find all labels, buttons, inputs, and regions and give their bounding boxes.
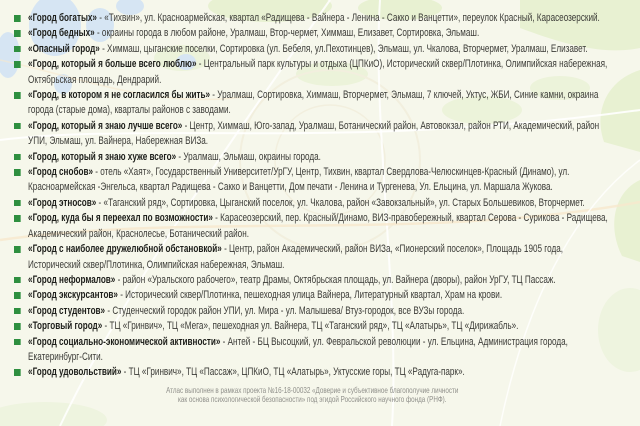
list-item: [14, 150, 610, 165]
item-title: «Город богатых»: [28, 12, 97, 24]
bullet-square-icon: [14, 308, 21, 315]
bullet-square-icon: [14, 15, 21, 22]
item-description: - Уралмаш, Сортировка, Химмаш, Вторчермет, Эльмаш, 7 ключей, Уктус, ЖБИ, Синие камни, окраина города (старые дома), кварталы районов с заводами.: [28, 89, 599, 117]
bullet-square-icon: [14, 292, 21, 299]
page-content: [14, 11, 640, 405]
item-title: «Город бедных»: [28, 27, 95, 40]
bullet-square-icon: [14, 169, 21, 176]
city-list: [14, 11, 640, 381]
bullet-square-icon: [14, 92, 21, 99]
list-item: [14, 119, 610, 150]
list-item: [14, 42, 610, 57]
bullet-square-icon: [14, 46, 21, 53]
item-description: - ТЦ «Гринвич», ТЦ «Мега», пешеходная ул. Вайнера, ТЦ «Таганский ряд», ТЦ «Алатырь», ТЦ «Дирижабль».: [104, 320, 519, 333]
bullet-square-icon: [14, 154, 21, 161]
item-description: - Исторический сквер/Плотинка, пешеходная улица Вайнера, Литературный квартал, Храм на крови.: [120, 289, 503, 302]
bullet-square-icon: [14, 323, 21, 330]
item-title: «Город снобов»: [28, 166, 93, 179]
item-description: - «Тихвин», ул. Красноармейская, квартал «Радищева - Вайнера - Ленина - Сакко и Ванцетти», переулок Красный, Карасеозерский.: [99, 12, 600, 24]
list-item: [14, 196, 610, 211]
item-description: - «Таганский ряд», Сортировка, Цыганский поселок, ул. Чкалова, район «Завокзальный», ул. Старых Большевиков, Вторчермет.: [98, 196, 585, 209]
item-title: «Город с наиболее дружелюбной обстановкой»: [28, 243, 222, 256]
list-item: [14, 11, 610, 26]
list-item: [14, 273, 610, 288]
item-description: - Антей - БЦ Высоцкий, ул. Февральской революции - ул. Ельцина, Администрация города, Екатеринбург-Сити.: [28, 335, 568, 363]
list-item: [14, 365, 610, 380]
item-title: «Город удовольствий»: [28, 366, 122, 379]
item-title: «Город экскурсантов»: [28, 289, 118, 302]
item-title: «Торговый город»: [28, 320, 103, 333]
item-description: - окраины города в любом районе, Уралмаш, Втор-чермет, Химмаш, Елизавет, Сортировка, Эльмаш.: [96, 27, 480, 40]
item-description: - Химмаш, цыганские поселки, Сортировка (ул. Бебеля, ул.Пехотинцев), Эльмаш, ул. Чкалова, Вторчермет, Уралмаш, Елизавет.: [102, 42, 588, 55]
item-description: - Центр, Химмаш, Юго-запад, Уралмаш, Ботанический район, Автовокзал, район РТИ, Академический, район УПИ, Эльмаш, ул. Вайнера, Набережная ВИЗа.: [28, 119, 600, 148]
bullet-square-icon: [14, 123, 21, 130]
list-item: [14, 288, 610, 303]
bullet-square-icon: [14, 61, 21, 68]
bullet-square-icon: [14, 30, 21, 37]
list-item: [14, 88, 610, 119]
list-item: [14, 211, 610, 242]
item-title: «Опасный город»: [28, 42, 100, 55]
footer-credit-line: Атлас выполнен в рамках проекта №16-18-00032 «Доверие и субъективное благополучие личности: [166, 384, 459, 395]
bullet-square-icon: [14, 246, 21, 253]
item-title: «Город, который я знаю лучше всего»: [28, 119, 183, 132]
item-title: «Город студентов»: [28, 304, 106, 317]
bullet-square-icon: [14, 200, 21, 207]
item-description: - Студенческий городок район УПИ, ул. Мира - ул. Малышева/ Втуз-городок, все ВУЗы города.: [107, 304, 465, 317]
item-description: - Уралмаш, Эльмаш, окраины города.: [178, 150, 321, 163]
item-title: «Город, в котором я не согласился бы жить»: [28, 89, 211, 102]
item-description: - Карасеозерский, пер. Красный/Динамо, ВИЗ-правобережный, квартал Серова - Сурикова - Радищева, Академический район, Краснолесье, Ботанический район.: [28, 212, 608, 240]
bullet-square-icon: [14, 369, 21, 376]
item-description: - район «Уральского рабочего», театр Драмы, Октябрьская площадь, ул. Вайнера (дворы), район УрГУ, ТЦ Пассаж.: [117, 273, 556, 286]
item-title: «Город, куда бы я переехал по возможности»: [28, 212, 213, 225]
item-title: «Город этносов»: [28, 196, 97, 209]
bullet-square-icon: [14, 215, 21, 222]
item-description: - Центральный парк культуры и отдыха (ЦПКиО), Исторический сквер/Плотинка, Олимпийская набережная, Октябрьская площадь, Дендрарий.: [28, 58, 608, 86]
list-item: [14, 335, 610, 366]
list-item: [14, 26, 610, 41]
footer-credit: [14, 386, 640, 405]
item-description: - Центр, район Академический, район ВИЗа, «Пионерский поселок», Площадь 1905 года, Исторический сквер/Плотинка, Олимпийская набережная, Эльмаш.: [28, 243, 563, 271]
item-title: «Город, который я знаю хуже всего»: [28, 150, 177, 163]
footer-credit-line: как основа психологической безопасности» под эгидой Российского научного фонда (РНФ).: [177, 394, 447, 405]
bullet-square-icon: [14, 339, 21, 346]
bullet-square-icon: [14, 277, 21, 284]
list-item: [14, 242, 610, 273]
item-title: «Город социально-экономической активности»: [28, 335, 221, 348]
list-item: [14, 165, 610, 196]
list-item: [14, 304, 610, 319]
list-item: [14, 319, 610, 334]
item-title: «Город, который я больше всего люблю»: [28, 58, 197, 71]
list-item: [14, 57, 610, 88]
item-title: «Город неформалов»: [28, 273, 116, 286]
item-description: - ТЦ «Гринвич», ТЦ «Пассаж», ЦПКиО, ТЦ «Алатырь», Уктусские горы, ТЦ «Радуга-парк».: [123, 366, 465, 379]
item-description: - отель «Хаят», Государственный Университет/УрГУ, Центр, Тихвин, квартал Свердлова-Челюскинцев-Красный (Динамо), ул. Красноармейская -Энгельса, квартал Радищева - Сакко и Ванцетти, Дом печати - Ленина и Тургенева, Ул. Ельцина, ул. Маршала Жукова.: [28, 166, 570, 194]
